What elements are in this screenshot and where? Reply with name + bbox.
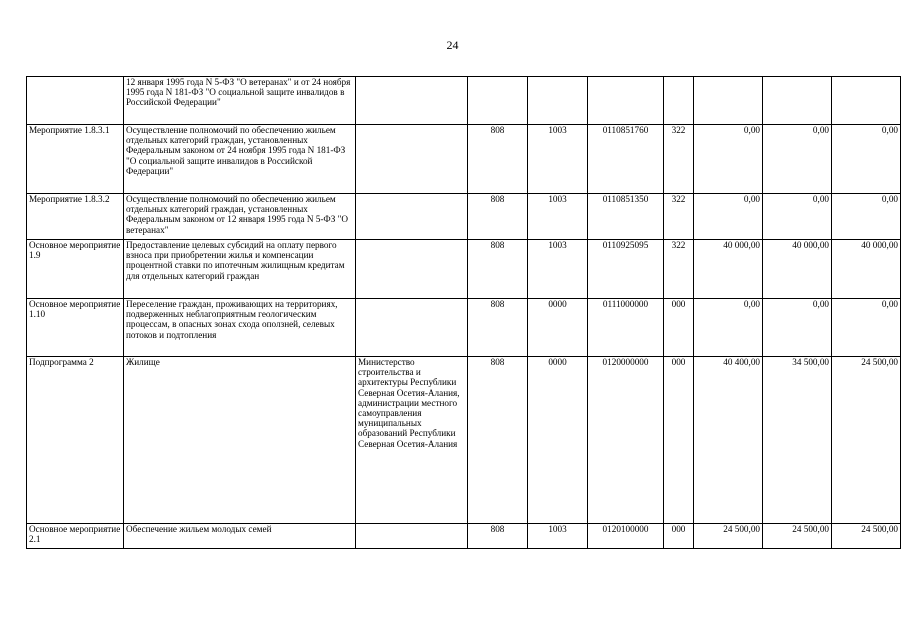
page-number: 24	[446, 38, 459, 52]
amount-year2-cell: 34 500,00	[763, 357, 832, 524]
amount-year3-cell: 0,00	[832, 125, 901, 194]
amount-year1-cell: 0,00	[694, 125, 763, 194]
grbs-cell: 808	[468, 357, 528, 524]
grbs-cell: 808	[468, 240, 528, 299]
rzpr-cell: 0000	[528, 299, 588, 357]
csr-cell: 0120100000	[588, 524, 664, 549]
executor-cell: Министерство строительства и архитектуры Республики Северная Осетия-Алания, администрации местного самоуправления муниципальных образований Республики Северная Осетия-Алания	[356, 357, 468, 524]
csr-cell: 0111000000	[588, 299, 664, 357]
vr-cell: 322	[664, 125, 694, 194]
amount-year3-cell: 0,00	[832, 299, 901, 357]
csr-cell: 0110851350	[588, 194, 664, 240]
amount-year2-cell: 0,00	[763, 299, 832, 357]
table-body	[27, 77, 901, 549]
grbs-cell: 808	[468, 524, 528, 549]
rzpr-cell: 1003	[528, 125, 588, 194]
table-row	[27, 240, 901, 299]
name-cell: Осуществление полномочий по обеспечению жильем отдельных категорий граждан, установленных Федеральным законом от 12 января 1995 года N 5-ФЗ "О ветеранах"	[124, 194, 356, 240]
vr-cell: 000	[664, 524, 694, 549]
amount-year3-cell	[832, 77, 901, 125]
table-row	[27, 194, 901, 240]
executor-cell	[356, 299, 468, 357]
status-cell: Основное мероприятие 2.1	[27, 524, 124, 549]
name-cell: Осуществление полномочий по обеспечению жильем отдельных категорий граждан, установленных Федеральным законом от 24 ноября 1995 года N 181-ФЗ "О социальной защите инвалидов в Российской Федерации"	[124, 125, 356, 194]
rzpr-cell: 1003	[528, 240, 588, 299]
executor-cell	[356, 125, 468, 194]
executor-cell	[356, 77, 468, 125]
amount-year3-cell: 0,00	[832, 194, 901, 240]
status-cell: Подпрограмма 2	[27, 357, 124, 524]
program-table	[26, 76, 901, 549]
table-row	[27, 524, 901, 549]
executor-cell	[356, 194, 468, 240]
amount-year2-cell: 40 000,00	[763, 240, 832, 299]
table-row	[27, 77, 901, 125]
vr-cell: 000	[664, 357, 694, 524]
table-row	[27, 357, 901, 524]
amount-year1-cell: 0,00	[694, 299, 763, 357]
name-cell: 12 января 1995 года N 5-ФЗ "О ветеранах" и от 24 ноября 1995 года N 181-ФЗ "О социальной защите инвалидов в Российской Федерации"	[124, 77, 356, 125]
amount-year3-cell: 24 500,00	[832, 524, 901, 549]
amount-year2-cell: 0,00	[763, 125, 832, 194]
vr-cell: 322	[664, 194, 694, 240]
amount-year2-cell: 24 500,00	[763, 524, 832, 549]
rzpr-cell: 1003	[528, 524, 588, 549]
status-cell: Мероприятие 1.8.3.1	[27, 125, 124, 194]
table-row	[27, 299, 901, 357]
amount-year1-cell: 40 000,00	[694, 240, 763, 299]
executor-cell	[356, 524, 468, 549]
grbs-cell: 808	[468, 194, 528, 240]
amount-year3-cell: 24 500,00	[832, 357, 901, 524]
amount-year2-cell: 0,00	[763, 194, 832, 240]
grbs-cell: 808	[468, 125, 528, 194]
amount-year1-cell: 24 500,00	[694, 524, 763, 549]
status-cell: Основное мероприятие 1.10	[27, 299, 124, 357]
name-cell: Переселение граждан, проживающих на территориях, подверженных неблагоприятным геологическим процессам, в опасных зонах схода оползней, селевых потоков и подтопления	[124, 299, 356, 357]
amount-year3-cell: 40 000,00	[832, 240, 901, 299]
grbs-cell	[468, 77, 528, 125]
amount-year1-cell: 40 400,00	[694, 357, 763, 524]
rzpr-cell: 1003	[528, 194, 588, 240]
table-row	[27, 125, 901, 194]
status-cell: Основное мероприятие 1.9	[27, 240, 124, 299]
vr-cell: 322	[664, 240, 694, 299]
name-cell: Обеспечение жильем молодых семей	[124, 524, 356, 549]
amount-year1-cell	[694, 77, 763, 125]
vr-cell: 000	[664, 299, 694, 357]
amount-year1-cell: 0,00	[694, 194, 763, 240]
amount-year2-cell	[763, 77, 832, 125]
csr-cell: 0110925095	[588, 240, 664, 299]
rzpr-cell	[528, 77, 588, 125]
csr-cell: 0110851760	[588, 125, 664, 194]
status-cell: Мероприятие 1.8.3.2	[27, 194, 124, 240]
csr-cell: 0120000000	[588, 357, 664, 524]
status-cell	[27, 77, 124, 125]
vr-cell	[664, 77, 694, 125]
grbs-cell: 808	[468, 299, 528, 357]
executor-cell	[356, 240, 468, 299]
name-cell: Жилище	[124, 357, 356, 524]
csr-cell	[588, 77, 664, 125]
rzpr-cell: 0000	[528, 357, 588, 524]
name-cell: Предоставление целевых субсидий на оплату первого взноса при приобретении жилья и компенсации процентной ставки по ипотечным жилищным кредитам для отдельных категорий граждан	[124, 240, 356, 299]
